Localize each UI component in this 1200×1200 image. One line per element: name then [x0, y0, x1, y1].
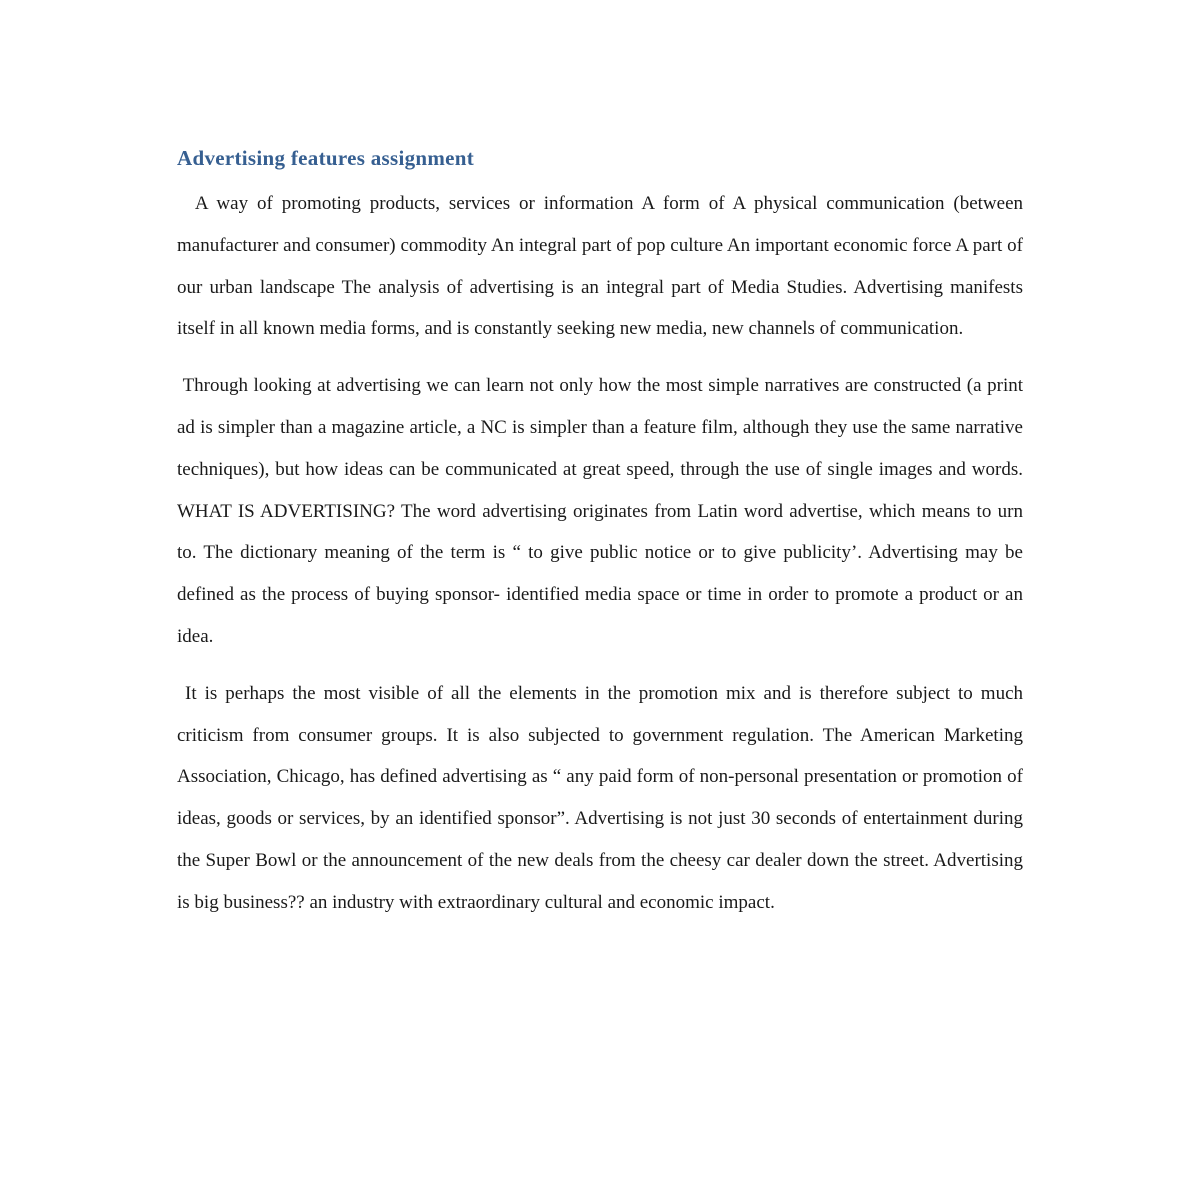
- paragraph-what-is-advertising: Through looking at advertising we can learn not only how the most simple narratives are constructed (a print ad is simpler than a magazine article, a NC is simpler than a feature film, although they use the same narrative techniques), but how ideas can be communicated at great speed, through the use of single images and words. WHAT IS ADVERTISING? The word advertising originates from Latin word advertise, which means to urn to. The dictionary meaning of the term is “ to give public notice or to give publicity’. Advertising may be defined as the process of buying sponsor- identified media space or time in order to promote a product or an idea.: [177, 375, 1028, 647]
- paragraph-definition-impact: It is perhaps the most visible of all the elements in the promotion mix and is therefore subject to much criticism from consumer groups. It is also subjected to government regulation. The American Marketing Association, Chicago, has defined advertising as “ any paid form of non-personal presentation or promotion of ideas, goods or services, by an identified sponsor”. Advertising is not just 30 seconds of entertainment during the Super Bowl or the announcement of the new deals from the cheesy car dealer down the street. Advertising is big business?? an industry with extraordinary cultural and economic impact.: [177, 682, 1028, 913]
- document-body: [177, 143, 1028, 939]
- document-title: Advertising features assignment: [177, 146, 475, 170]
- paragraph-intro: A way of promoting products, services or information A form of A physical communication (between manufacturer and consumer) commodity An integral part of pop culture An important economic force A part of our urban landscape The analysis of advertising is an integral part of Media Studies. Advertising manifests itself in all known media forms, and is constantly seeking new media, new channels of communication.: [177, 193, 1028, 340]
